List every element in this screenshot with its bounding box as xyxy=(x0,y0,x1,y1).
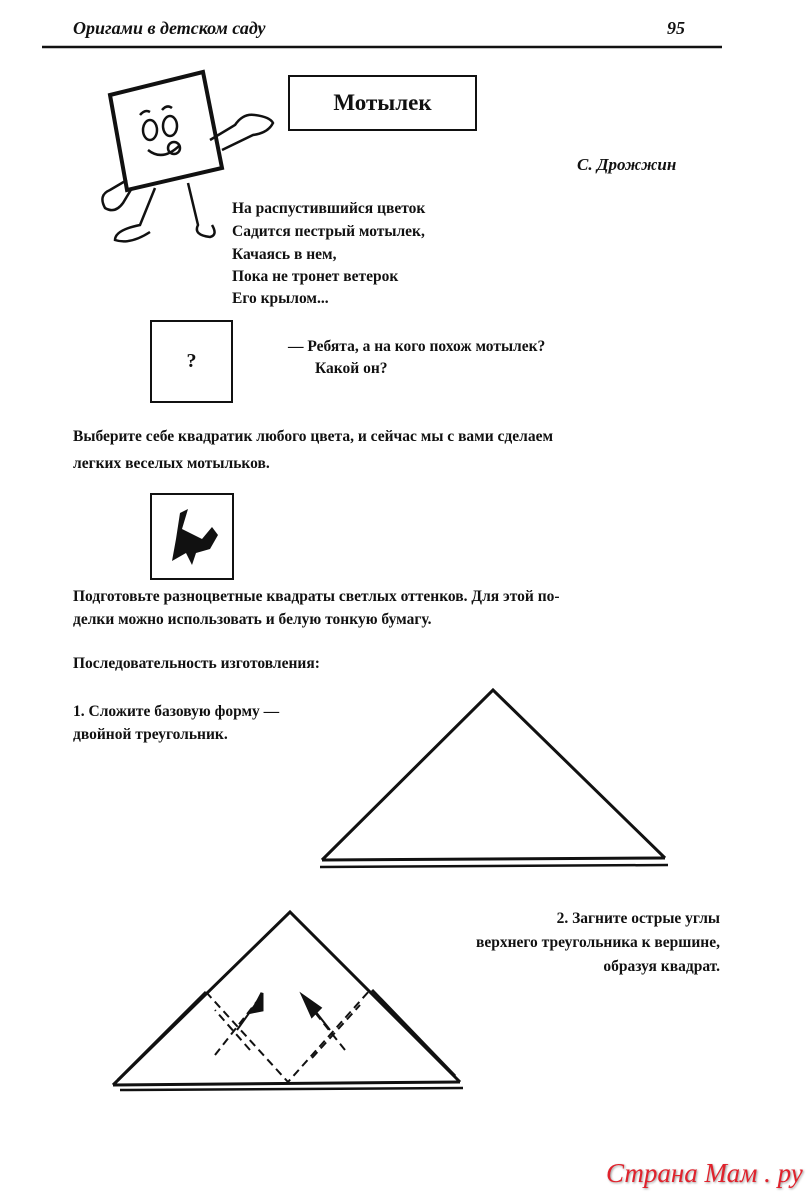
watermark-logo: Страна Мам . ру xyxy=(606,1158,803,1188)
paragraph-line: Подготовьте разноцветные квадраты светлых оттенков. Для этой по- xyxy=(73,588,560,605)
poem-line: Садится пестрый мотылек, xyxy=(232,223,425,240)
step1-line: двойной треугольник. xyxy=(73,726,228,743)
step2-line: 2. Загните острые углы xyxy=(556,910,720,927)
dialogue-line: — Ребята, а на кого похож мотылек? xyxy=(288,338,546,355)
paragraph-line: делки можно использовать и белую тонкую бумагу. xyxy=(73,611,432,628)
crane-icon-box xyxy=(150,493,234,580)
poem-line: Пока не тронет ветерок xyxy=(232,268,399,285)
paragraph-line: легких веселых мотыльков. xyxy=(73,455,270,472)
double-triangle-diagram xyxy=(320,690,668,867)
page-title: Мотылек xyxy=(333,90,432,115)
paragraph-line: Выберите себе квадратик любого цвета, и сейчас мы с вами сделаем xyxy=(73,428,554,445)
poem-line: Его крылом... xyxy=(232,290,329,307)
sequence-heading: Последовательность изготовления: xyxy=(73,655,320,672)
question-box xyxy=(150,320,233,403)
step2-line: образуя квадрат. xyxy=(603,958,720,975)
page-number: 95 xyxy=(667,18,685,38)
title-box xyxy=(288,75,477,131)
poem-line: На распустившийся цветок xyxy=(232,200,426,217)
question-icon: ? xyxy=(186,350,197,372)
dialogue-line: Какой он? xyxy=(315,360,388,377)
crane-icon xyxy=(152,495,232,578)
poem-line: Качаясь в нем, xyxy=(232,246,337,263)
running-title: Оригами в детском саду xyxy=(73,18,266,38)
author: С. Дрожжин xyxy=(577,155,677,174)
fold-corners-diagram xyxy=(113,912,463,1090)
step2-line: верхнего треугольника к вершине, xyxy=(475,934,720,951)
step1-line: 1. Сложите базовую форму — xyxy=(73,703,280,720)
